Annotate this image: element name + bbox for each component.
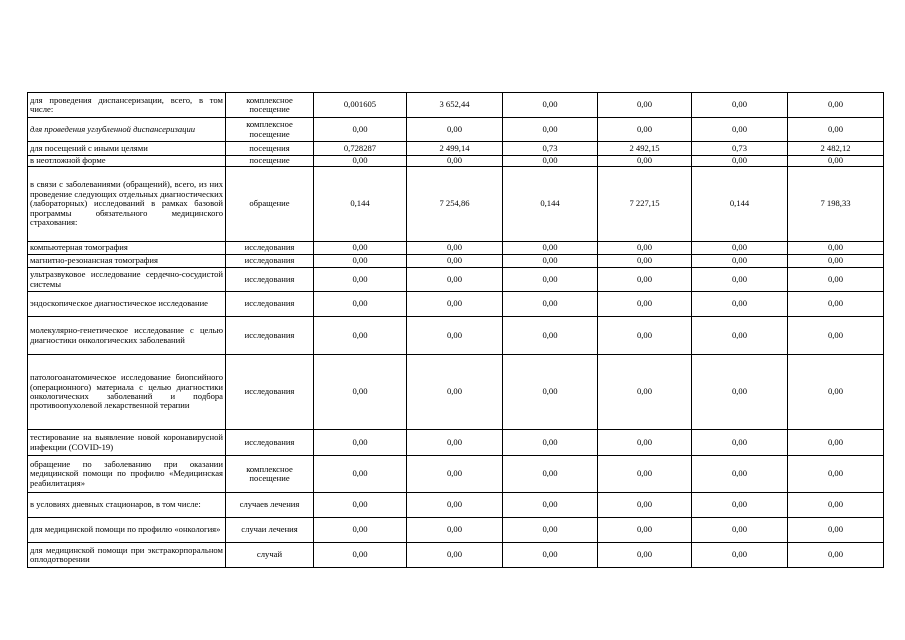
- value-cell: 0,00: [407, 430, 503, 456]
- value-cell: 0,00: [598, 156, 692, 167]
- value-cell: 0,00: [692, 518, 788, 543]
- value-cell: 0,00: [503, 292, 598, 317]
- row-unit-cell: случаи лечения: [226, 518, 314, 543]
- row-name-cell: для посещений с иными целями: [28, 142, 226, 156]
- row-name-cell: в условиях дневных стационаров, в том числе:: [28, 493, 226, 518]
- value-cell: 0,00: [314, 355, 407, 430]
- value-cell: 0,00: [314, 156, 407, 167]
- row-name-cell: для медицинской помощи при экстракорпоральном оплодотворении: [28, 543, 226, 568]
- value-cell: 0,00: [407, 156, 503, 167]
- value-cell: 0,00: [407, 255, 503, 268]
- value-cell: 0,00: [407, 493, 503, 518]
- value-cell: 0,00: [407, 268, 503, 292]
- value-cell: 0,00: [503, 242, 598, 255]
- row-name-cell: обращение по заболеванию при оказании медицинской помощи по профилю «Медицинская реабилитация»: [28, 456, 226, 493]
- table-row: [28, 355, 884, 430]
- value-cell: 0,144: [314, 167, 407, 242]
- value-cell: 0,00: [598, 118, 692, 142]
- value-cell: 0,00: [407, 292, 503, 317]
- table-row: [28, 93, 884, 118]
- value-cell: 0,00: [407, 317, 503, 355]
- value-cell: 0,00: [788, 93, 884, 118]
- table-row: [28, 543, 884, 568]
- row-unit-cell: случаев лечения: [226, 493, 314, 518]
- table-body: [28, 93, 884, 568]
- value-cell: 0,00: [314, 255, 407, 268]
- row-unit-cell: исследования: [226, 317, 314, 355]
- value-cell: 0,00: [314, 518, 407, 543]
- value-cell: 0,00: [692, 242, 788, 255]
- row-name-cell: для проведения диспансеризации, всего, в том числе:: [28, 93, 226, 118]
- value-cell: 0,00: [598, 355, 692, 430]
- row-unit-cell: исследования: [226, 242, 314, 255]
- value-cell: 0,00: [692, 93, 788, 118]
- value-cell: 0,00: [314, 456, 407, 493]
- data-table: [27, 92, 884, 568]
- value-cell: 0,00: [598, 456, 692, 493]
- value-cell: 0,00: [407, 543, 503, 568]
- value-cell: 7 227,15: [598, 167, 692, 242]
- value-cell: 0,00: [788, 430, 884, 456]
- value-cell: 2 492,15: [598, 142, 692, 156]
- row-unit-cell: исследования: [226, 268, 314, 292]
- row-unit-cell: исследования: [226, 430, 314, 456]
- value-cell: 0,00: [314, 118, 407, 142]
- value-cell: 0,00: [692, 118, 788, 142]
- table-row: [28, 118, 884, 142]
- table-row: [28, 156, 884, 167]
- row-unit-cell: обращение: [226, 167, 314, 242]
- table-row: [28, 430, 884, 456]
- value-cell: 0,00: [503, 518, 598, 543]
- value-cell: 2 499,14: [407, 142, 503, 156]
- value-cell: 3 652,44: [407, 93, 503, 118]
- value-cell: 0,001605: [314, 93, 407, 118]
- value-cell: 0,00: [598, 242, 692, 255]
- value-cell: 0,00: [407, 456, 503, 493]
- row-name-cell: в связи с заболеваниями (обращений), всего, из них проведение следующих отдельных диагностических (лабораторных) исследований в рамках базовой программы обязательного медицинского страхования:: [28, 167, 226, 242]
- value-cell: 0,00: [503, 456, 598, 493]
- value-cell: 0,00: [692, 493, 788, 518]
- row-name-cell: ультразвуковое исследование сердечно-сосудистой системы: [28, 268, 226, 292]
- value-cell: 0,00: [407, 355, 503, 430]
- value-cell: 0,00: [692, 292, 788, 317]
- row-name-cell: для медицинской помощи по профилю «онкология»: [28, 518, 226, 543]
- row-name-cell: патологоанатомическое исследование биопсийного (операционного) материала с целью диагностики онкологических заболеваний и подбора противоопухолевой лекарственной терапии: [28, 355, 226, 430]
- value-cell: 0,00: [788, 543, 884, 568]
- value-cell: 0,00: [598, 430, 692, 456]
- row-unit-cell: комплексное посещение: [226, 118, 314, 142]
- row-unit-cell: случай: [226, 543, 314, 568]
- table-row: [28, 167, 884, 242]
- value-cell: 0,00: [788, 156, 884, 167]
- value-cell: 0,00: [788, 292, 884, 317]
- value-cell: 0,00: [503, 430, 598, 456]
- value-cell: 0,144: [503, 167, 598, 242]
- value-cell: 0,00: [788, 242, 884, 255]
- value-cell: 0,00: [503, 118, 598, 142]
- value-cell: 0,00: [788, 518, 884, 543]
- value-cell: 0,00: [503, 493, 598, 518]
- value-cell: 0,73: [692, 142, 788, 156]
- row-name-cell: магнитно-резонансная томография: [28, 255, 226, 268]
- value-cell: 0,00: [314, 292, 407, 317]
- value-cell: 0,00: [407, 242, 503, 255]
- value-cell: 0,00: [503, 93, 598, 118]
- row-name-cell: компьютерная томография: [28, 242, 226, 255]
- value-cell: 0,00: [503, 156, 598, 167]
- value-cell: 0,00: [598, 317, 692, 355]
- value-cell: 0,00: [788, 456, 884, 493]
- value-cell: 0,00: [314, 317, 407, 355]
- table-row: [28, 242, 884, 255]
- value-cell: 0,00: [503, 355, 598, 430]
- value-cell: 7 254,86: [407, 167, 503, 242]
- row-unit-cell: исследования: [226, 255, 314, 268]
- value-cell: 0,00: [692, 317, 788, 355]
- table-row: [28, 317, 884, 355]
- value-cell: 0,144: [692, 167, 788, 242]
- table-row: [28, 493, 884, 518]
- value-cell: 0,00: [503, 268, 598, 292]
- table-row: [28, 292, 884, 317]
- value-cell: 0,00: [692, 268, 788, 292]
- row-unit-cell: исследования: [226, 292, 314, 317]
- value-cell: 0,00: [788, 268, 884, 292]
- row-name-cell: для проведения углубленной диспансеризации: [28, 118, 226, 142]
- value-cell: 0,00: [692, 456, 788, 493]
- value-cell: 0,00: [788, 118, 884, 142]
- table-row: [28, 255, 884, 268]
- value-cell: 0,00: [788, 255, 884, 268]
- value-cell: 2 482,12: [788, 142, 884, 156]
- row-name-cell: эндоскопическое диагностическое исследование: [28, 292, 226, 317]
- value-cell: 0,00: [692, 355, 788, 430]
- value-cell: 0,728287: [314, 142, 407, 156]
- value-cell: 0,00: [788, 355, 884, 430]
- value-cell: 0,00: [598, 543, 692, 568]
- value-cell: 0,00: [692, 430, 788, 456]
- value-cell: 0,00: [314, 268, 407, 292]
- value-cell: 0,00: [788, 493, 884, 518]
- table-row: [28, 518, 884, 543]
- value-cell: 0,00: [692, 255, 788, 268]
- value-cell: 0,73: [503, 142, 598, 156]
- row-name-cell: тестирование на выявление новой коронавирусной инфекции (COVID-19): [28, 430, 226, 456]
- row-name-cell: в неотложной форме: [28, 156, 226, 167]
- value-cell: 0,00: [503, 543, 598, 568]
- value-cell: 0,00: [314, 242, 407, 255]
- value-cell: 0,00: [692, 156, 788, 167]
- value-cell: 0,00: [598, 518, 692, 543]
- value-cell: 0,00: [503, 255, 598, 268]
- row-unit-cell: комплексное посещение: [226, 93, 314, 118]
- value-cell: 0,00: [598, 93, 692, 118]
- table-row: [28, 456, 884, 493]
- value-cell: 0,00: [503, 317, 598, 355]
- value-cell: 0,00: [407, 118, 503, 142]
- value-cell: 0,00: [407, 518, 503, 543]
- table-row: [28, 142, 884, 156]
- value-cell: 0,00: [598, 268, 692, 292]
- value-cell: 0,00: [598, 292, 692, 317]
- value-cell: 7 198,33: [788, 167, 884, 242]
- row-unit-cell: посещение: [226, 156, 314, 167]
- value-cell: 0,00: [314, 543, 407, 568]
- value-cell: 0,00: [598, 255, 692, 268]
- value-cell: 0,00: [788, 317, 884, 355]
- row-unit-cell: посещения: [226, 142, 314, 156]
- row-unit-cell: комплексное посещение: [226, 456, 314, 493]
- value-cell: 0,00: [598, 493, 692, 518]
- value-cell: 0,00: [314, 493, 407, 518]
- table-row: [28, 268, 884, 292]
- row-unit-cell: исследования: [226, 355, 314, 430]
- row-name-cell: молекулярно-генетическое исследование с целью диагностики онкологических заболеваний: [28, 317, 226, 355]
- value-cell: 0,00: [692, 543, 788, 568]
- value-cell: 0,00: [314, 430, 407, 456]
